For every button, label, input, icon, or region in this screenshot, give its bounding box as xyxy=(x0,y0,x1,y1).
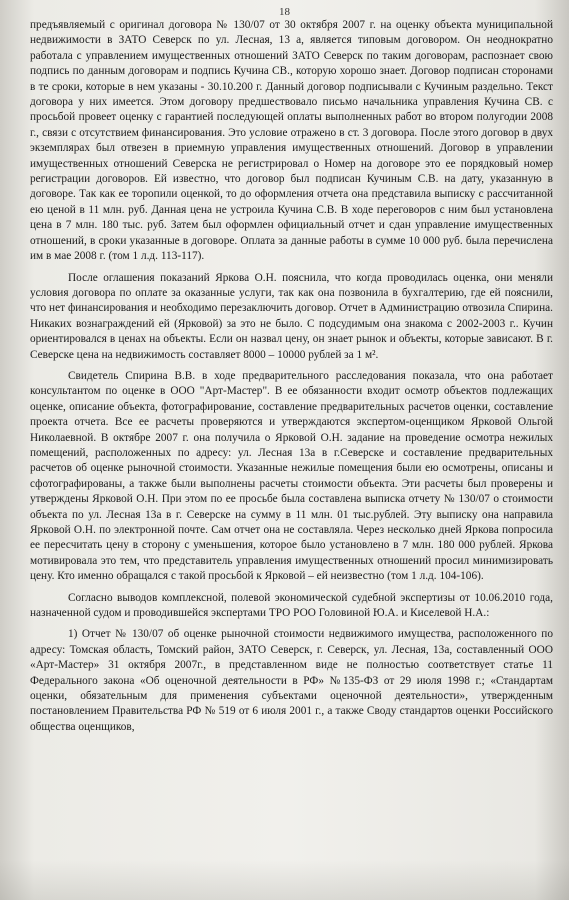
paragraph-testimony-continued: предъявляемый с оригинал договора № 130/07 от 30 октября 2007 г. на оценку объекта муниципальной недвижимости в ЗАТО Северск по ул. Лесная, 13 а, является типовым договором. Он неоднократно работала с управлением имущественных отношений ЗАТО Северск по таким договорам, распознает свою подпись по данным договорам и подпись Кучина СВ., которую хорошо знает. Договор подписан сторонами в те сроки, которые в нем указаны - 30.10.200 г. Данный договор подписывали с Кучиным раздельно. Текст договора у них имеется. Этом договору предшествовало письмо начальника управления Кучина СВ. с просьбой провеет оценку с гарантией последующей оплаты выполненных работ во втором полугодии 2008 г., связи с отсутствием финансирования. Это условие отражено в ст. 3 договора. После этого договор в двух экземплярах был отвезен в приемную управления имущественных отношений. Договор в управлении имущественных отношений Северска не регистрировал о Номер на договоре это ее порядковый номер регистрации договоров. Ей известно, что договор был подписан Кучиным С.В. на дату, указанную в договоре. Так как ее торопили оценкой, то до оформления отчета она представила выписку с рассчитанной ею ценой в 11 млн. руб. Данная цена не устроила Кучина С.В. В ходе переговоров с ним был установлена цена в 7 млн. 180 тыс. руб. Затем был оформлен официальный отчет и сдан управление имущественных отношений, в сроки указанные в договоре. Оплата за данные работы в сумме 10 000 руб. была перечислена им в мае 2008 г. (том 1 л.д. 113-117). xyxy=(30,19,553,263)
paragraph-after-reading: После оглашения показаний Яркова О.Н. пояснила, что когда проводилась оценка, они меняли условия договора по оплате за оказанные услуги, так как она позвонила в бухгалтерию, где ей пояснили, что нет финансирования и необходимо перезаключить договор. Отчет в Администрацию отвозила Спирина. Никаких вознаграждений ей (Ярковой) за это не было. С подсудимым она знакома с 2002-2003 г.. Кучин ориентировался в ценах на объекты. Если он назвал цену, он знает рынок и объекты, которые зависают. В г. Северске цена на недвижимость составляет 8000 – 10000 рублей за 1 м². xyxy=(30,271,553,361)
paragraph-expertise-intro: Согласно выводов комплексной, полевой экономической судебной экспертизы от 10.06.2010 года, назначенной судом и проводившейся экспертами ТРО РОО Головиной Ю.А. и Киселевой Н.А.: xyxy=(30,591,553,620)
page-number: 18 xyxy=(279,6,290,18)
paragraph-expertise-item-1: 1) Отчет № 130/07 об оценке рыночной стоимости недвижимого имущества, расположенного по адресу: Томская область, Томский район, ЗАТО Северск, г. Северск, ул. Лесная, 13а, составленный ООО «Арт-Мастер» 31 октября 2007г., в представленном виде не полностью соответствует статье 11 Федерального закона «Об оценочной деятельности в РФ» №135-ФЗ от 29 июля 1998 г.; «Стандартам оценки, обязательным для применения субъектами оценочной деятельности», утвержденным постановлением Правительства РФ № 519 от 6 июля 2001 г., а также Своду стандартов оценки Российского общества оценщиков, xyxy=(30,628,553,733)
scan-shadow xyxy=(0,860,569,900)
paragraph-witness-spirina: Свидетель Спирина В.В. в ходе предварительного расследования показала, что она работает консультантом по оценке в ООО "Арт-Мастер". В ее обязанности входит осмотр объектов подлежащих оценке, описание объекта, фотографирование, составление предварительных расчетов оценки, составление проекта отчета. Все ее расчеты проверяются и утверждаются экспертом-оценщиком Ярковой Ольгой Николаевной. В октябре 2007 г. она получила о Ярковой О.Н. задание на проведение осмотра нежилых помещений, расположенных по адресу: ул. Лесная 13а в г.Северске и составление предварительных расчетов об оценке рыночной стоимости. Указанные нежилые помещения были ею осмотрены, описаны и сфотографированы, а также были выполнены расчеты стоимости объекта. Эти расчеты был проверены и утверждены Ярковой О.Н. При этом по ее просьбе была составлена выписка отчету № 130/07 о стоимости объекта по ул. Лесная 13а в г. Северске на сумму в 11 млн. 01 тыс.рублей. Эту выписку она направила Ярковой О.Н. по электронной почте. Сам отчет она не составляла. Через несколько дней Яркова попросила ее пересчитать цену в сторону с уменьшения, которое было установлено в 7 млн. 180 000 рублей. Яркова мотивировала это тем, что представитель управления имущественных отношений просил минимизировать цену. Кто именно обращался с такой просьбой к Ярковой – ей неизвестно (том 1 л.д. 104-106). xyxy=(30,369,553,583)
document-body xyxy=(30,18,553,737)
